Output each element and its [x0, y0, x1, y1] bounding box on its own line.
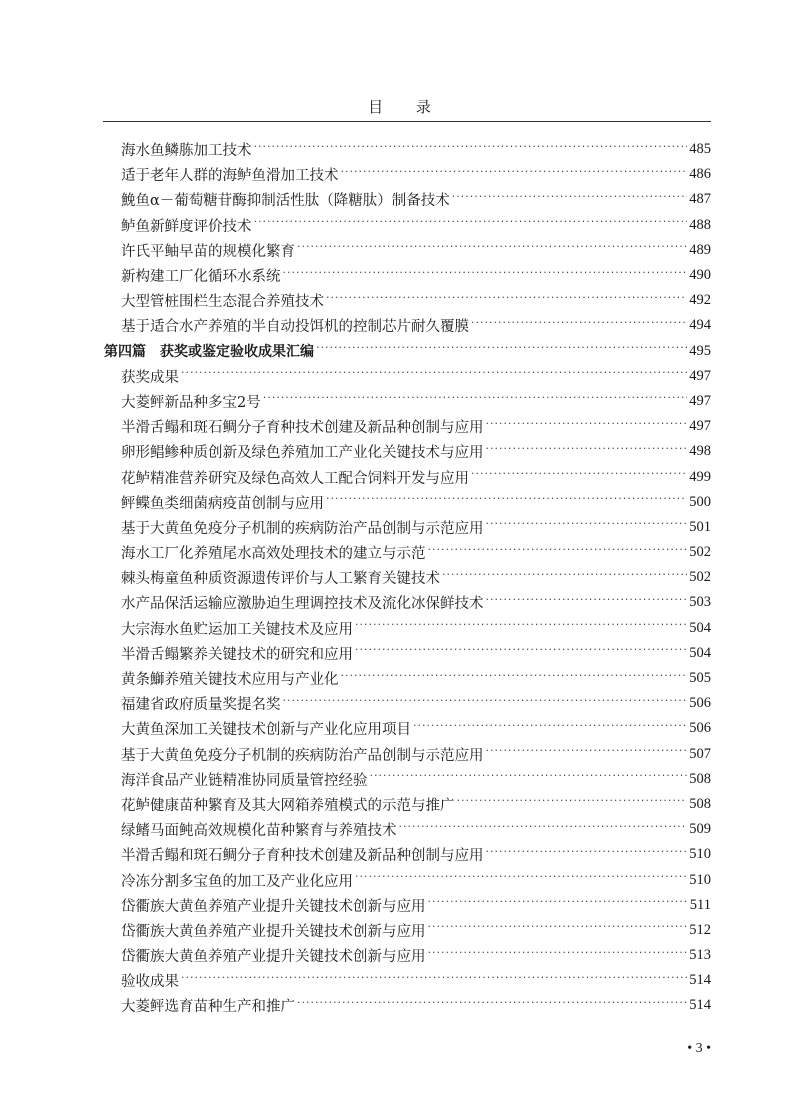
- toc-dot-leader: [428, 922, 688, 938]
- toc-entry-page: 506: [689, 695, 711, 712]
- toc-entry[interactable]: [0, 616, 799, 641]
- toc-entry-title: 许氏平鲉早苗的规模化繁育: [121, 243, 295, 260]
- toc-dot-leader: [486, 595, 688, 611]
- toc-entry-page: 502: [689, 569, 711, 586]
- toc-entry-page: 502: [689, 544, 711, 561]
- toc-entry-page: 504: [689, 644, 711, 661]
- toc-entry-page: 489: [689, 241, 711, 258]
- toc-entry-page: 488: [689, 216, 711, 233]
- toc-entry[interactable]: [0, 313, 799, 338]
- toc-entry[interactable]: [0, 691, 799, 716]
- toc-entry-page: 498: [689, 443, 711, 460]
- toc-entry[interactable]: [0, 792, 799, 817]
- toc-entry[interactable]: [0, 364, 799, 389]
- toc-dot-leader: [326, 293, 687, 309]
- toc-entry-page: 486: [689, 166, 711, 183]
- toc-entry[interactable]: [0, 742, 799, 767]
- toc-entry[interactable]: [0, 263, 799, 288]
- toc-entry-page: 504: [689, 619, 711, 636]
- toc-entry[interactable]: [0, 842, 799, 867]
- toc-entry[interactable]: [0, 187, 799, 212]
- toc-entry-title: 海水鱼鳞胨加工技术: [121, 143, 252, 160]
- toc-entry-title: 新构建工厂化循环水系统: [121, 269, 281, 286]
- toc-dot-leader: [181, 368, 687, 384]
- toc-entry[interactable]: [0, 993, 799, 1018]
- toc-dot-leader: [355, 620, 687, 636]
- toc-dot-leader: [486, 847, 688, 863]
- toc-dot-leader: [486, 419, 688, 435]
- toc-entry[interactable]: [0, 439, 799, 464]
- toc-dot-leader: [428, 948, 688, 964]
- toc-entry-page: 510: [689, 846, 711, 863]
- toc-entry-page: 492: [689, 292, 711, 309]
- toc-entry-title: 棘头梅童鱼种质资源遗传评价与人工繁育关键技术: [121, 571, 440, 588]
- toc-dot-leader: [254, 217, 688, 233]
- toc-entry-title: 基于适合水产养殖的半自动投饵机的控制芯片耐久覆膜: [121, 319, 469, 336]
- toc-entry-page: 487: [689, 191, 711, 208]
- table-of-contents: [0, 137, 799, 1019]
- toc-entry-page: 508: [689, 795, 711, 812]
- toc-entry-page: 507: [689, 745, 711, 762]
- toc-dot-leader: [297, 998, 687, 1014]
- toc-entry[interactable]: [0, 162, 799, 187]
- toc-entry[interactable]: [0, 288, 799, 313]
- toc-dot-leader: [283, 696, 688, 712]
- toc-entry[interactable]: [0, 515, 799, 540]
- toc-entry-title: 岱衢族大黄鱼养殖产业提升关键技术创新与应用: [121, 949, 426, 966]
- toc-entry-title: 获奖成果: [121, 369, 179, 386]
- toc-entry-title: 海水工厂化养殖尾水高效处理技术的建立与示范: [121, 546, 426, 563]
- toc-entry[interactable]: [0, 968, 799, 993]
- toc-entry-title: 水产品保活运输应激胁迫生理调控技术及流化冰保鲜技术: [121, 596, 484, 613]
- toc-entry-page: 513: [689, 947, 711, 964]
- toc-entry-title: 基于大黄鱼免疫分子机制的疾病防治产品创制与示范应用: [121, 520, 484, 537]
- toc-entry-title: 福建省政府质量奖提名奖: [121, 697, 281, 714]
- toc-dot-leader: [297, 242, 687, 258]
- toc-entry[interactable]: [0, 213, 799, 238]
- toc-entry-title: 半滑舌鳎繁养关键技术的研究和应用: [121, 646, 353, 663]
- toc-dot-leader: [471, 318, 687, 334]
- toc-entry-title: 大黄鱼深加工关键技术创新与产业化应用项目: [121, 722, 411, 739]
- toc-dot-leader: [428, 897, 688, 913]
- toc-entry-title: 大菱鲆新品种多宝2号: [121, 394, 261, 411]
- toc-entry-page: 514: [689, 972, 711, 989]
- toc-entry-page: 510: [689, 871, 711, 888]
- toc-entry-page: 497: [689, 367, 711, 384]
- toc-entry[interactable]: [0, 490, 799, 515]
- toc-entry-title: 大菱鲆选育苗种生产和推广: [121, 999, 295, 1016]
- toc-entry-title: 基于大黄鱼免疫分子机制的疾病防治产品创制与示范应用: [121, 747, 484, 764]
- toc-entry[interactable]: [0, 867, 799, 892]
- toc-entry-title: 大型管桩围栏生态混合养殖技术: [121, 294, 324, 311]
- toc-entry[interactable]: [0, 238, 799, 263]
- toc-entry-title: 卵形鲳鲹种质创新及绿色养殖加工产业化关键技术与应用: [121, 445, 484, 462]
- toc-dot-leader: [486, 746, 688, 762]
- toc-dot-leader: [326, 494, 687, 510]
- toc-dot-leader: [263, 393, 688, 409]
- toc-entry-page: 509: [689, 821, 711, 838]
- toc-entry[interactable]: [0, 389, 799, 414]
- toc-dot-leader: [428, 545, 688, 561]
- toc-entry-title: 海洋食品产业链精准协同质量管控经验: [121, 772, 368, 789]
- toc-entry-title: 第四篇 获奖或鉴定验收成果汇编: [104, 344, 314, 361]
- toc-entry-page: 497: [689, 392, 711, 409]
- toc-dot-leader: [452, 192, 687, 208]
- toc-dot-leader: [355, 872, 687, 888]
- toc-dot-leader: [254, 142, 688, 158]
- toc-entry-page: 495: [689, 342, 711, 359]
- toc-entry[interactable]: [0, 590, 799, 615]
- toc-entry[interactable]: [0, 540, 799, 565]
- toc-entry-title: 岱衢族大黄鱼养殖产业提升关键技术创新与应用: [121, 898, 426, 915]
- toc-entry-page: 505: [689, 670, 711, 687]
- toc-entry-page: 499: [689, 468, 711, 485]
- toc-dot-leader: [486, 444, 688, 460]
- toc-entry[interactable]: [0, 565, 799, 590]
- toc-dot-leader: [341, 671, 688, 687]
- toc-entry-title: 鲆鲽鱼类细菌病疫苗创制与应用: [121, 495, 324, 512]
- header-divider: [103, 121, 711, 122]
- toc-entry[interactable]: [0, 893, 799, 918]
- toc-entry[interactable]: [0, 666, 799, 691]
- toc-entry-title: 鮸鱼α－葡萄糖苷酶抑制活性肽（降糖肽）制备技术: [121, 193, 450, 210]
- toc-entry-title: 绿鳍马面鲀高效规模化苗种繁育与养殖技术: [121, 823, 397, 840]
- toc-entry-page: 508: [689, 770, 711, 787]
- toc-entry-title: 鲈鱼新鲜度评价技术: [121, 218, 252, 235]
- toc-entry[interactable]: [0, 137, 799, 162]
- toc-dot-leader: [399, 822, 688, 838]
- toc-entry-page: 497: [689, 418, 711, 435]
- toc-entry-title: 半滑舌鳎和斑石鲷分子育种技术创建及新品种创制与应用: [121, 420, 484, 437]
- toc-entry-page: 503: [689, 594, 711, 611]
- toc-dot-leader: [370, 771, 688, 787]
- toc-dot-leader: [341, 167, 688, 183]
- toc-section-heading[interactable]: [0, 339, 799, 364]
- page-number: • 3 •: [687, 1041, 711, 1056]
- toc-entry[interactable]: [0, 464, 799, 489]
- toc-entry-title: 验收成果: [121, 974, 179, 991]
- toc-dot-leader: [457, 796, 688, 812]
- toc-entry[interactable]: [0, 414, 799, 439]
- toc-entry-title: 适于老年人群的海鲈鱼滑加工技术: [121, 168, 339, 185]
- toc-dot-leader: [283, 268, 688, 284]
- toc-dot-leader: [471, 469, 687, 485]
- toc-entry-page: 494: [689, 317, 711, 334]
- toc-entry-page: 514: [689, 997, 711, 1014]
- toc-entry-title: 冷冻分割多宝鱼的加工及产业化应用: [121, 873, 353, 890]
- toc-entry-page: 506: [689, 720, 711, 737]
- toc-entry-title: 黄条鰤养殖关键技术应用与产业化: [121, 672, 339, 689]
- toc-entry[interactable]: [0, 918, 799, 943]
- toc-entry-page: 500: [689, 493, 711, 510]
- toc-dot-leader: [413, 721, 687, 737]
- toc-entry[interactable]: [0, 641, 799, 666]
- toc-entry-title: 大宗海水鱼贮运加工关键技术及应用: [121, 621, 353, 638]
- toc-entry-title: 半滑舌鳎和斑石鲷分子育种技术创建及新品种创制与应用: [121, 848, 484, 865]
- toc-entry-page: 490: [689, 267, 711, 284]
- toc-entry-title: 花鲈精准营养研究及绿色高效人工配合饲料开发与应用: [121, 470, 469, 487]
- toc-dot-leader: [442, 570, 687, 586]
- toc-entry[interactable]: [0, 716, 799, 741]
- toc-entry-page: 512: [689, 921, 711, 938]
- toc-entry-page: 485: [689, 141, 711, 158]
- toc-dot-leader: [181, 973, 687, 989]
- toc-dot-leader: [486, 519, 688, 535]
- toc-entry[interactable]: [0, 767, 799, 792]
- toc-entry-title: 岱衢族大黄鱼养殖产业提升关键技术创新与应用: [121, 923, 426, 940]
- page-header-title: 目 录: [368, 98, 445, 116]
- toc-entry[interactable]: [0, 817, 799, 842]
- toc-dot-leader: [316, 343, 687, 359]
- toc-entry[interactable]: [0, 943, 799, 968]
- toc-dot-leader: [355, 645, 687, 661]
- toc-entry-title: 花鲈健康苗种繁育及其大网箱养殖模式的示范与推广: [121, 797, 455, 814]
- toc-entry-page: 511: [689, 896, 711, 913]
- toc-entry-page: 501: [689, 518, 711, 535]
